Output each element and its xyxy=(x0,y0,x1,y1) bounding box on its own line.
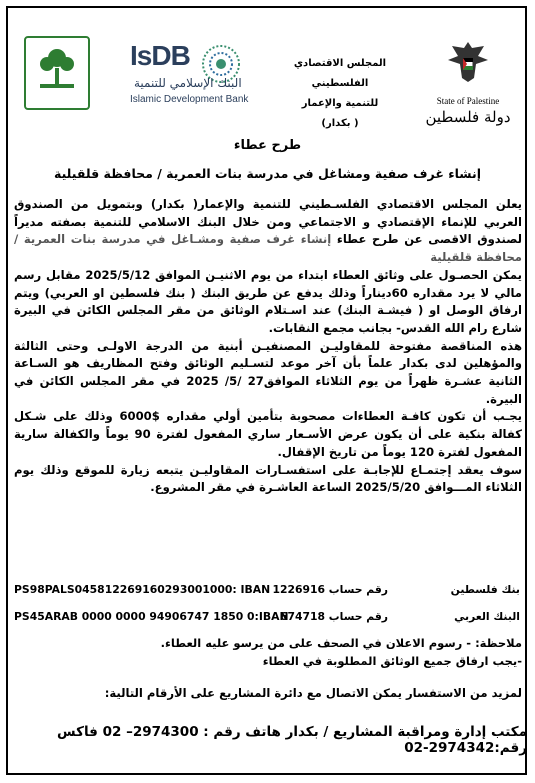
pecdar-line: المجلس الاقتصادي الفلسطيني xyxy=(293,58,387,89)
tender-title: طرح عطاء xyxy=(233,138,302,153)
arab-fund-logo xyxy=(24,36,90,110)
paragraph-bid-bond: يجـب أن تكون كافـة العطاءات مصحوبة بتأمين أولي مقداره $6000 وذلك على شـكل كفالة بنكية على أن يكون عرض الأسـعار ساري المفعول لفترة 90 يوماً والكفالة سارية المفعول لفترة 120 يوماً من تاريخ الإقفال. xyxy=(14,409,522,459)
bank-iban: PS98PALS045812269160293001000: IBAN xyxy=(14,583,271,596)
pecdar-name xyxy=(274,54,406,134)
paragraph-announcement xyxy=(14,196,522,267)
state-name-arabic: دولة فلسطين xyxy=(425,108,511,126)
header xyxy=(8,10,527,129)
bank-account: رقم حساب 674718 xyxy=(279,610,388,623)
isdb-arabic-name: البنك الإسلامي للتنمية xyxy=(134,76,242,90)
pecdar-line: للتنمية والإعمار xyxy=(301,98,379,109)
note-ad-fees: ملاحظة: - رسوم الاعلان في الصحف على من يرسو عليه العطاء. xyxy=(160,636,522,650)
paragraph-documents: يمكن الحصـول على وثائق العطاء ابتداء من يوم الاثنيـن الموافق 2025/5/12 مقابل رسم مالي لا يرد مقداره 60ديناراً وذلك يدفع عن طريق البنك ( بنك فلسطين او العربي) ويتم ارفاق الوصل او ( فيشـة البنك) عند اسـتلام الوثائق من مقر المجلس الكائن في البيرة شارع رام الله القدس- بجانب مجمع النقابات. xyxy=(14,267,522,335)
isdb-logo-text: IsDB xyxy=(130,40,190,71)
tender-subtitle: إنشاء غرف صفية ومشاغل في مدرسة بنات العمرية / محافظة قلقيلية xyxy=(53,166,481,181)
isdb-english-name: Islamic Development Bank xyxy=(130,94,249,105)
state-of-palestine-emblem xyxy=(418,36,518,126)
project-name: إنشاء غرف صفية ومشـاغل في مدرسة بنات العمرية / محافظة قلقيلية xyxy=(14,232,522,265)
bank-name: البنك العربي xyxy=(454,610,520,623)
notes xyxy=(14,634,522,670)
contact-line: لمزيد من الاستفسار يمكن الاتصال مع دائرة المشاريع على الأرقام التالية: xyxy=(104,686,522,700)
tree-icon xyxy=(36,46,78,90)
tender-body xyxy=(14,196,522,497)
pecdar-line: ( بكدار) xyxy=(321,118,359,129)
bank-row xyxy=(14,610,522,628)
note-documents: -يجب ارفاق جميع الوثائق المطلوبة في العطاء xyxy=(262,654,522,668)
announcement-text: يعلن المجلس الاقتصادي الفلسـطيني للتنمية والإعمار( بكدار) وبتمويل من الصندوق العربي للإنماء الإقتصادي و الاجتماعي ومن خلال البنك الاسلامي للتنمية بصفته مديراً لصندوق الاقصى عن طرح عطاء xyxy=(14,197,522,247)
bank-name: بنك فلسطين xyxy=(450,583,520,596)
paragraph-meeting: سوف يعقد إجتمـاع للإجابـة على استفسـارات المقاوليـن يتبعه زيارة للموقع وذلك يوم الثلاثاء المـــوافق 2025/5/20 الساعة العاشـرة في مقر المشروع. xyxy=(14,462,522,495)
isdb-logo xyxy=(128,38,268,108)
footer-contact: مكتب إدارة ومراقبة المشاريع / بكدار هاتف رقم : 2974300– 02 فاكس رقم:2974342-02 xyxy=(57,724,527,756)
bank-account: رقم حساب 1226916 xyxy=(272,583,388,596)
state-name-english: State of Palestine xyxy=(436,96,500,106)
bank-iban: PS45ARAB 0000 0000 94906747 1850 0:IBAN xyxy=(14,610,289,623)
eagle-emblem-icon xyxy=(444,38,492,86)
paragraph-eligibility: هذه المناقصة مفتوحة للمقاوليـن المصنفيـن أبنية من الدرجة الاولـى وحتى الثالثة والمؤهلين لدى بكدار علماً بأن آخر موعد لتسـليم الوثائق وفتح المظاريف هو السـاعة الثانية عشـرة ظهراً من يوم الثلاثاء الموافق27 /5/ 2025 في مقر المجلس الكائن في البيرة. xyxy=(14,338,522,406)
bank-row xyxy=(14,583,522,601)
